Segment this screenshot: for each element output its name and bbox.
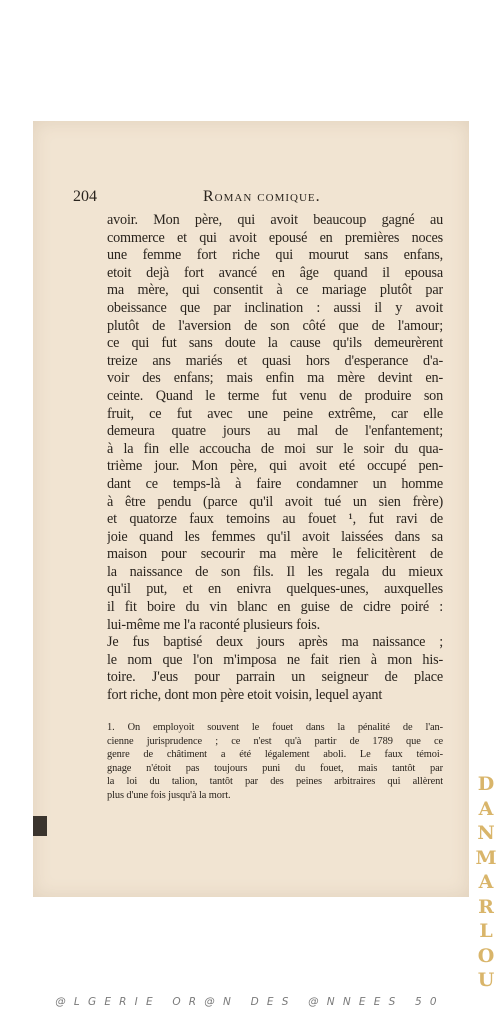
body-line: etoit dejà fort avancé en âge quand il epousa [107, 264, 443, 281]
body-line: dant ce temps-là à faire condamner un homme [107, 475, 443, 492]
body-line: maison pour secourir ma mère le felicitèrent de [107, 546, 443, 563]
body-line: qu'il put, et en enivra quelques-unes, auxquelles [107, 581, 443, 598]
body-line: à être pendu (parce qu'il avoit tué un sien frère) [107, 493, 443, 510]
page-edge-shadow [33, 816, 47, 836]
watermark-letter: M [475, 846, 497, 869]
body-line: une femme fort riche qui mourut sans enfans, [107, 247, 443, 264]
footnote-line: plus d'une fois jusqu'à la mort. [107, 789, 231, 801]
watermark-side-text [472, 772, 500, 993]
body-line: à la fin elle accoucha de moi sur le soir du qua- [107, 440, 443, 457]
running-title: Roman comique. [203, 188, 321, 205]
body-line: lui-même me l'a raconté plusieurs fois. [107, 616, 321, 633]
body-line: ceinte. Quand le terme fut venu de produire son [107, 387, 443, 404]
body-line: toire. J'eus pour parrain un seigneur de place [107, 669, 443, 686]
footnote-line: genre de châtiment a été légalement aboli. Le faux témoi- [107, 749, 443, 761]
footnotes [107, 721, 443, 803]
body-line: plutôt de l'aversion de son côté que de l'amour; [107, 317, 443, 334]
body-line: treize ans mariés et quasi hors d'esperance d'a- [107, 352, 443, 369]
watermark-bottom-text: @LGERIE OR@N DES @NNEES 50 [55, 996, 445, 1008]
body-line: joie quand les femmes qu'il avoit laissées dans sa [107, 528, 443, 545]
body-line: fruit, ce fut avec une peine extrême, car elle [107, 405, 443, 422]
body-line: il fit boire du vin blanc en guise de cidre poiré : [107, 599, 443, 616]
body-line: ce qui fut sans doute la cause qu'ils demeurèrent [107, 335, 443, 352]
watermark-letter: U [477, 969, 495, 991]
body-line: commerce et qui avoit epousé en premières noces [107, 229, 443, 246]
watermark-letter: A [478, 797, 494, 820]
footnote-line: la loi du talion, tantôt par des peines arbitraires qui allèrent [107, 776, 443, 788]
footnote-line: cienne jurisprudence ; ce n'est qu'à partir de 1789 que ce [107, 735, 443, 747]
body-line: ma mère, qui consentit à ce mariage plutôt par [107, 282, 443, 299]
body-line: et quatorze faux temoins au fouet ¹, fut ravi de [107, 511, 443, 528]
footnote-line: gnage n'étoit pas toujours puni du fouet, mais tantôt par [107, 762, 443, 774]
watermark-letter: L [479, 920, 493, 942]
body-line: fort riche, dont mon père etoit voisin, lequel ayant [107, 687, 383, 704]
body-line: avoir. Mon père, qui avoit beaucoup gagné au [107, 212, 443, 228]
watermark-letter: N [477, 822, 495, 844]
footnote-line: 1. On employoit souvent le fouet dans la pénalité de l'an- [107, 722, 443, 733]
watermark-letter: O [477, 944, 495, 967]
body-line: le nom que l'on m'imposa ne fait rien à mon his- [107, 651, 443, 668]
body-line: la naissance de son fils. Il les regala du mieux [107, 563, 443, 580]
page-number: 204 [73, 188, 97, 205]
body-line: Je fus baptisé deux jours après ma naissance ; [107, 634, 443, 651]
watermark-letter: A [478, 871, 494, 893]
body-text [107, 212, 443, 705]
body-line: obeissance que par inclination : aussi il y avoit [107, 299, 443, 316]
body-line: trième jour. Mon père, qui avoit eté occupé pen- [107, 458, 443, 475]
body-line: demeura quatre jours au mal de l'enfantement; [107, 423, 443, 440]
watermark-letter: D [477, 773, 495, 795]
body-line: voir des enfans; mais enfin ma mère devint en- [107, 370, 443, 387]
watermark-letter: R [478, 895, 494, 918]
